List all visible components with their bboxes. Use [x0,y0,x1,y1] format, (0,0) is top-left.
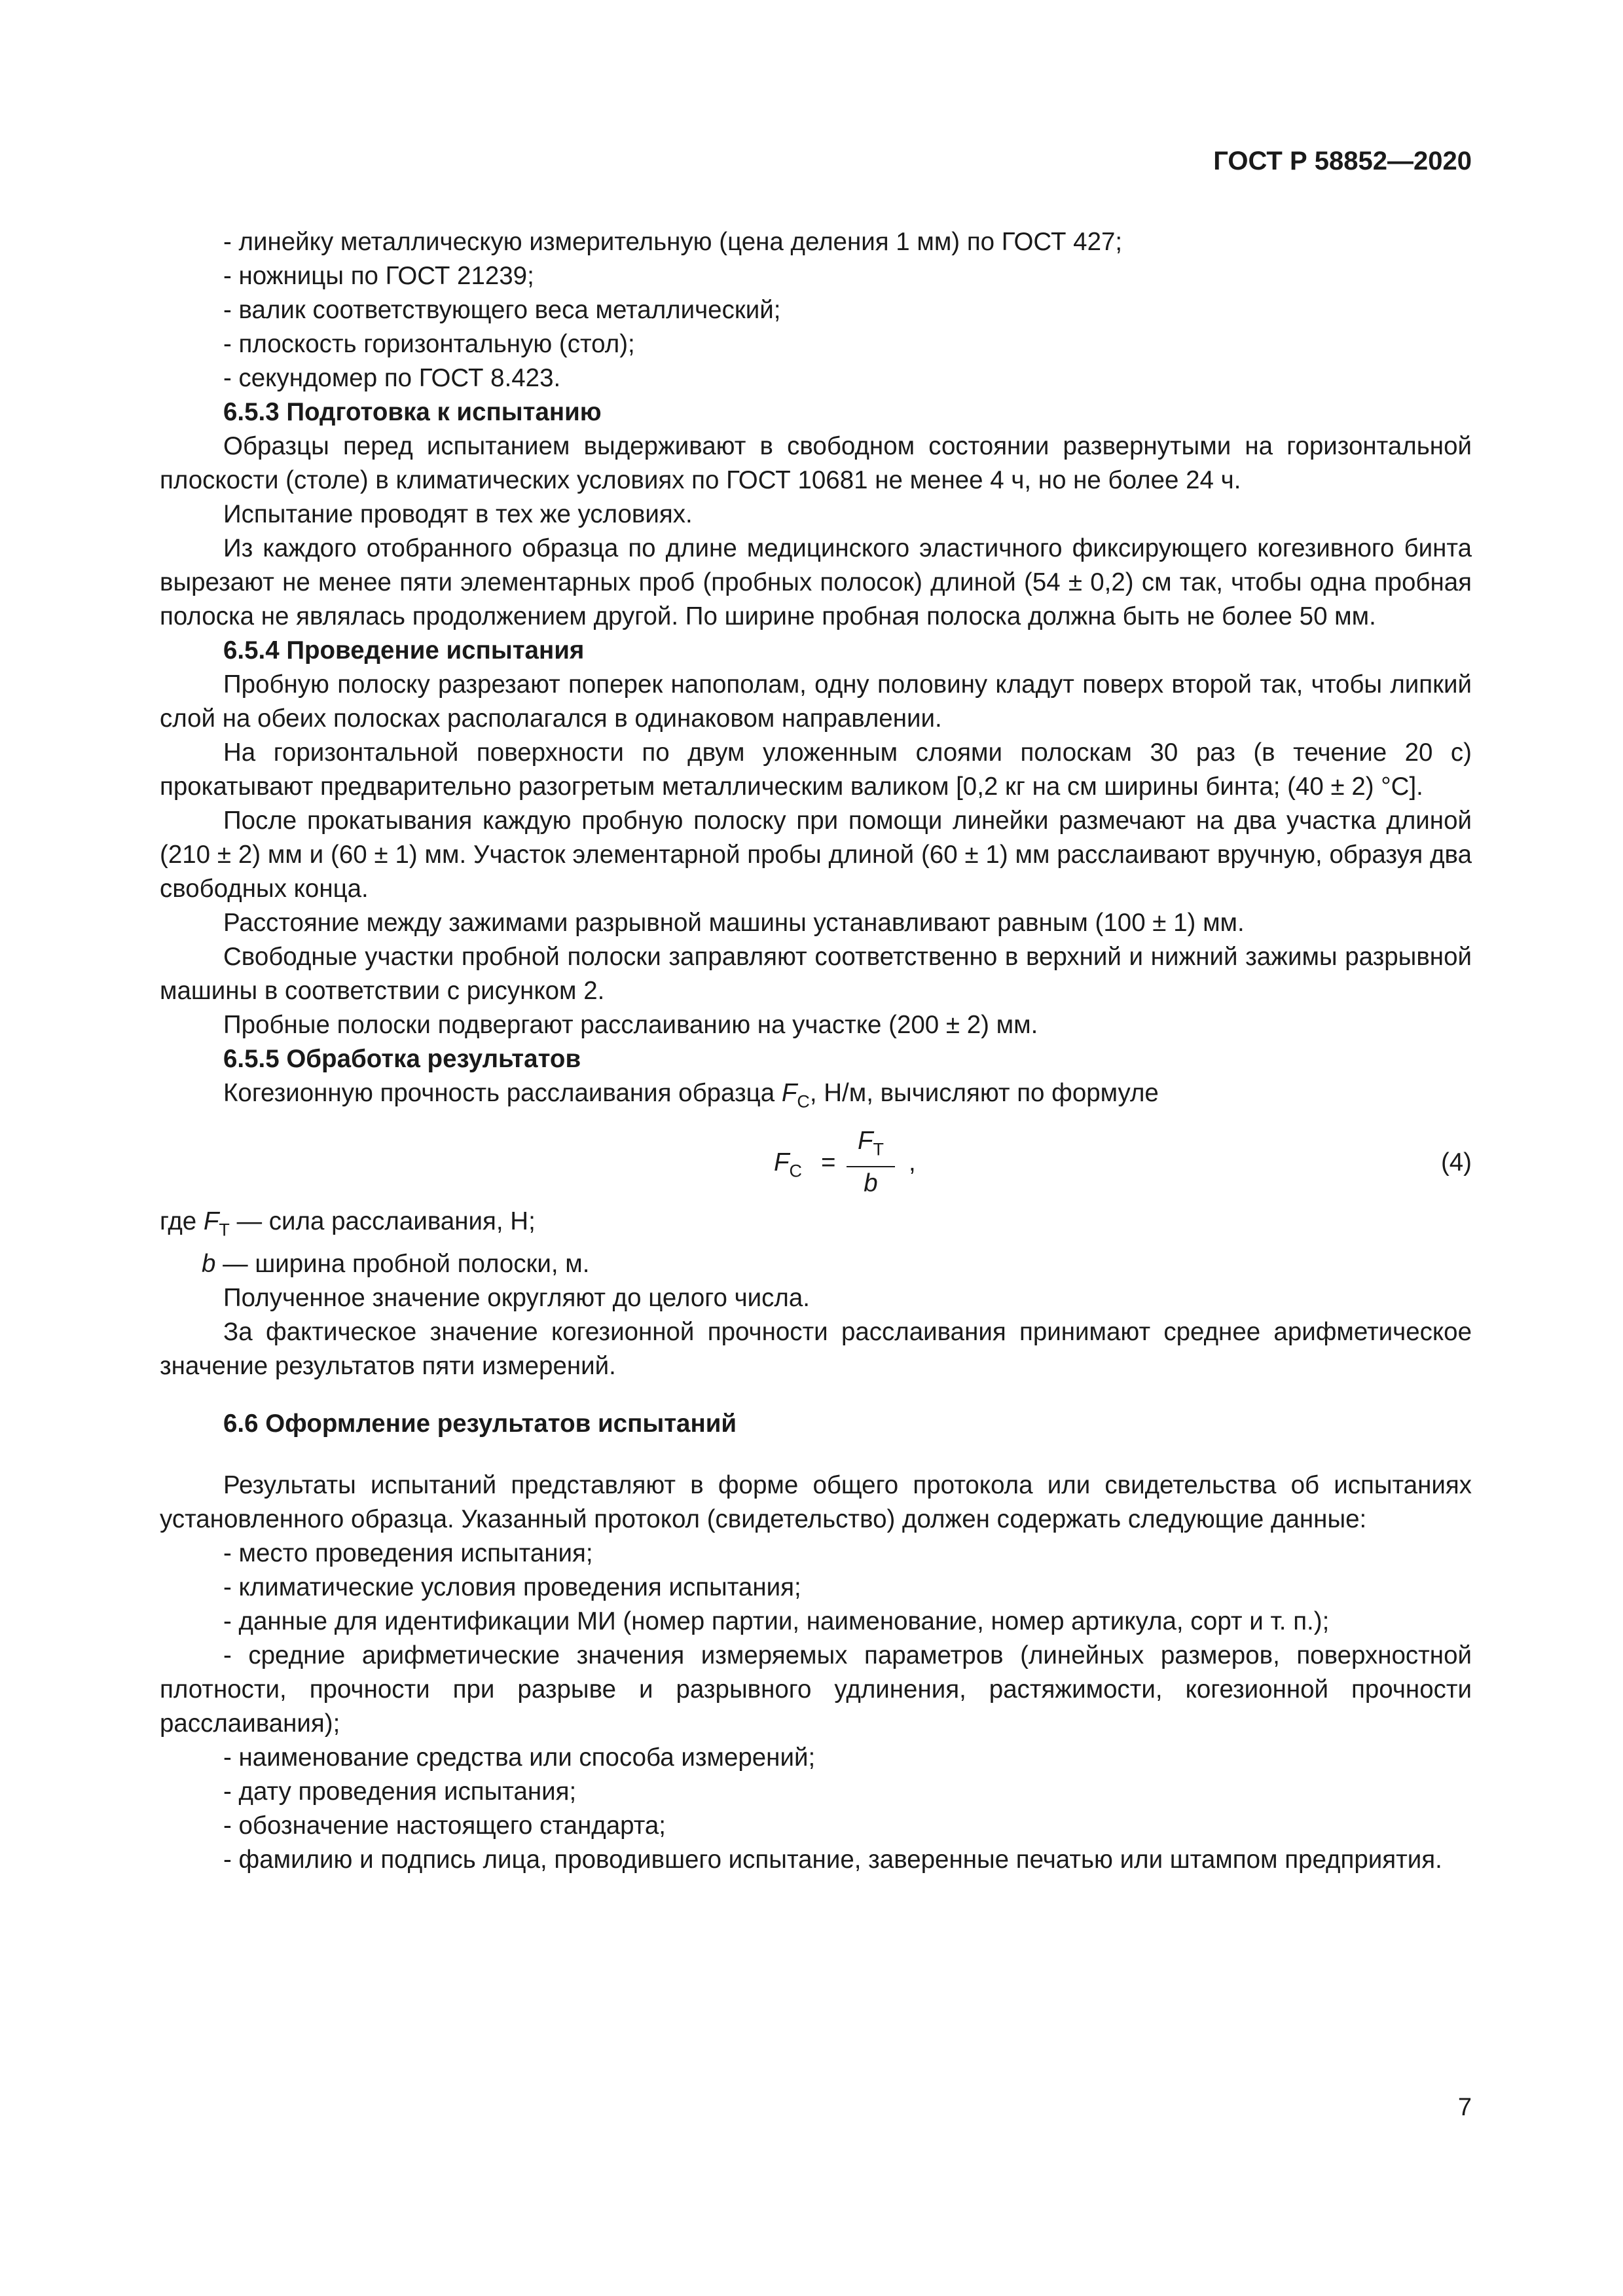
list-item: - климатические условия проведения испытания; [223,1573,801,1601]
formula-denominator: b [864,1169,878,1197]
where-text: где [160,1207,204,1236]
formula-lhs-subscript: С [789,1161,802,1181]
paragraph: За фактическое значение когезионной прочности расслаивания принимают среднее арифметическое значение результатов пяти измерений. [160,1317,1472,1380]
where-line [160,1205,1472,1247]
list-item: - средние арифметические значения измеряемых параметров (линейных размеров, поверхностной плотности, прочности при разрыве и разрывного удлинения, растяжимости, когезионной прочности расслаивания); [160,1641,1472,1738]
paragraph: На горизонтальной поверхности по двум уложенным слоями полоскам 30 раз (в течение 20 с) прокатывают предварительно разогретым металлическим валиком [0,2 кг на см ширины бинта; (40 ± 2) °С]. [160,738,1472,801]
formula-intro [160,1076,1472,1118]
list-item: - секундомер по ГОСТ 8.423. [223,364,561,392]
formula-fraction [843,1125,899,1199]
list-item: - линейку металлическую измерительную (цена деления 1 мм) по ГОСТ 427; [223,228,1123,256]
where-text: — сила расслаивания, Н; [229,1207,536,1236]
page-body [160,225,1472,1877]
list-item: - ножницы по ГОСТ 21239; [223,262,534,290]
symbol-f: F [203,1207,219,1236]
symbol-subscript: Т [219,1220,230,1240]
paragraph: Пробные полоски подвергают расслаиванию на участке (200 ± 2) мм. [223,1011,1038,1039]
paragraph: Расстояние между зажимами разрывной машины устанавливают равным (100 ± 1) мм. [223,909,1245,937]
symbol-subscript: С [797,1091,810,1112]
page-number: 7 [1457,2094,1472,2121]
paragraph: Из каждого отобранного образца по длине медицинского эластичного фиксирующего когезивного бинта вырезают не менее пяти элементарных проб (пробных полосок) длиной (54 ± 0,2) см так, чтобы одна пробная полоска не являлась продолжением другой. По ширине пробная полоска должна быть не более 50 мм. [160,534,1472,630]
list-item: - фамилию и подпись лица, проводившего испытание, заверенные печатью или штампом предприятия. [223,1845,1442,1874]
paragraph: Испытание проводят в тех же условиях. [223,500,693,528]
list-item: - данные для идентификации МИ (номер партии, наименование, номер артикула, сорт и т. п.); [223,1607,1330,1635]
where-line [160,1247,1472,1281]
formula-equals: = [821,1148,836,1177]
section-heading-6-5-3: 6.5.3 Подготовка к испытанию [223,398,602,426]
section-heading-6-5-5: 6.5.5 Обработка результатов [223,1045,581,1073]
section-heading-6-5-4: 6.5.4 Проведение испытания [223,636,585,665]
formula-intro-text: Когезионную прочность расслаивания образца [223,1079,782,1107]
formula-lhs-symbol: F [774,1148,790,1177]
numerator-subscript: Т [873,1139,884,1159]
paragraph: Полученное значение округляют до целого числа. [223,1283,810,1312]
formula-lhs [774,1146,802,1188]
paragraph: Результаты испытаний представляют в форме общего протокола или свидетельства об испытаниях установленного образца. Указанный протокол (свидетельство) должен содержать следующие данные: [160,1470,1472,1533]
section-heading-6-6: 6.6 Оформление результатов испытаний [223,1409,737,1438]
list-item: - наименование средства или способа измерений; [223,1743,816,1772]
where-text: — ширина пробной полоски, м. [215,1249,590,1278]
symbol-f: F [781,1079,797,1107]
numerator-symbol: F [858,1127,873,1156]
list-item: - место проведения испытания; [223,1539,593,1567]
paragraph: Образцы перед испытанием выдерживают в свободном состоянии развернутыми на горизонтальной плоскости (столе) в климатических условиях по ГОСТ 10681 не менее 4 ч, но не более 24 ч. [160,432,1472,494]
formula-comma: , [909,1148,916,1177]
symbol-b: b [202,1249,216,1278]
list-item: - дату проведения испытания; [223,1777,577,1806]
paragraph: Свободные участки пробной полоски заправляют соответственно в верхний и нижний зажимы разрывной машины в соответствии с рисунком 2. [160,943,1472,1005]
list-item: - валик соответствующего веса металлический; [223,296,781,324]
paragraph: После прокатывания каждую пробную полоску при помощи линейки размечают на два участка длиной (210 ± 2) мм и (60 ± 1) мм. Участок элементарной пробы длиной (60 ± 1) мм расслаивают вручную, образуя два свободных конца. [160,807,1472,903]
list-item: - обозначение настоящего стандарта; [223,1811,666,1840]
formula-intro-text: , Н/м, вычисляют по формуле [809,1079,1159,1107]
list-item: - плоскость горизонтальную (стол); [223,330,635,358]
formula-4 [160,1123,1472,1205]
paragraph: Пробную полоску разрезают поперек напополам, одну половину кладут поверх второй так, чтобы липкий слой на обеих полосках располагался в одинаковом направлении. [160,670,1472,733]
formula-numerator [843,1125,899,1165]
formula-number: (4) [1440,1148,1472,1177]
document-header: ГОСТ Р 58852—2020 [1213,147,1472,175]
